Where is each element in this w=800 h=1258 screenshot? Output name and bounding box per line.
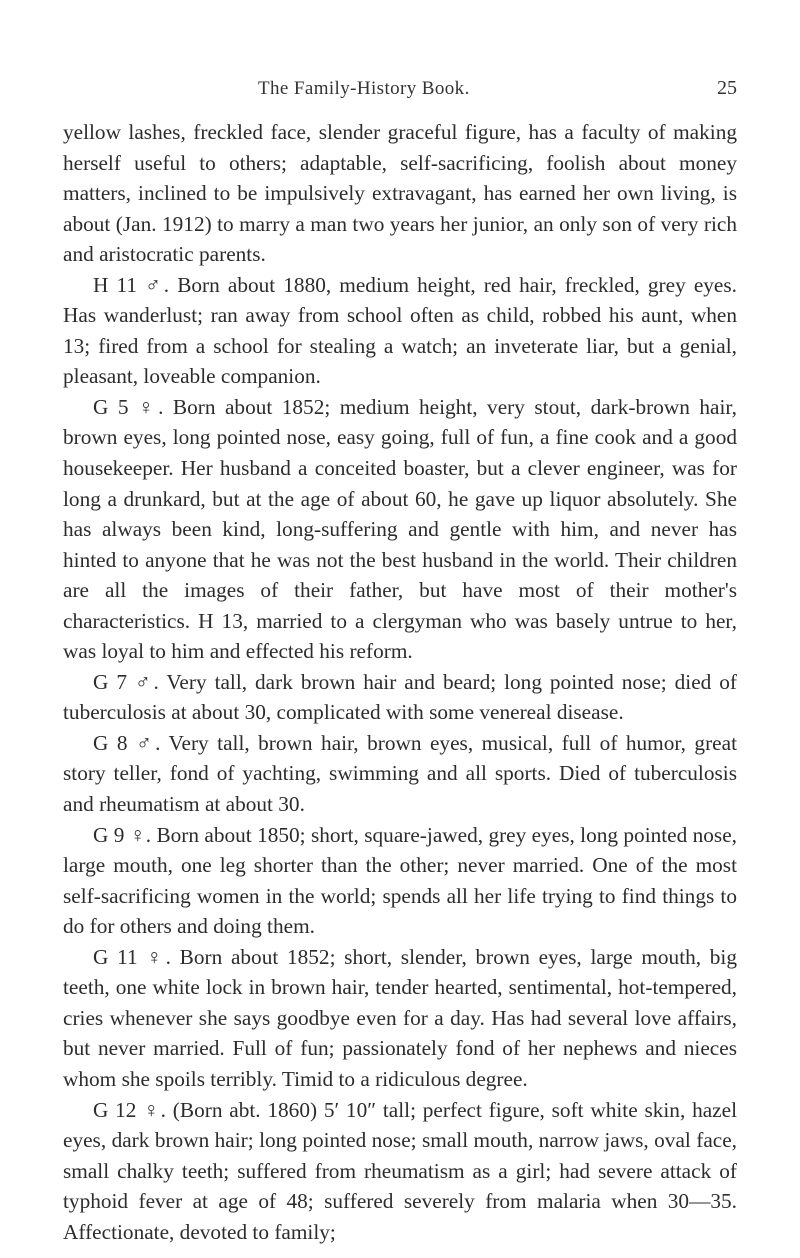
paragraph-g11: G 11 ♀. Born about 1852; short, slender, brown eyes, large mouth, big teeth, one white lock in brown hair, tender hearted, sentimental, hot-tempered, cries whenever she says goodbye even for a day. Has had several love affairs, but never married. Full of fun; passionately fond of her nephews and nieces whom she spoils terribly. Timid to a ridiculous degree. — [63, 944, 737, 1091]
paragraph-h11: H 11 ♂. Born about 1880, medium height, red hair, freckled, grey eyes. Has wanderlust; ran away from school often as child, robbed his aunt, when 13; fired from a school for stealing a watch; an inveterate liar, but a genial, pleasant, loveable companion. — [63, 272, 737, 389]
paragraph-g7: G 7 ♂. Very tall, dark brown hair and beard; long pointed nose; died of tuberculosis at about 30, complicated with some venereal disease. — [63, 669, 737, 725]
body-text — [63, 117, 737, 1247]
paragraph-g5: G 5 ♀. Born about 1852; medium height, very stout, dark-brown hair, brown eyes, long pointed nose, easy going, full of fun, a fine cook and a good housekeeper. Her husband a conceited boaster, but a clever engineer, was for long a drunkard, but at the age of about 60, he gave up liquor absolutely. She has always been kind, long-suffering and gentle with him, and never has hinted to anyone that he was not the best husband in the world. Their children are all the images of their father, but have most of their mother's characteristics. H 13, married to a clergyman who was basely untrue to her, was loyal to him and effected his reform. — [63, 394, 737, 664]
paragraph-g8: G 8 ♂. Very tall, brown hair, brown eyes, musical, full of humor, great story teller, fond of yachting, swimming and all sports. Died of tuberculosis and rheumatism at about 30. — [63, 730, 737, 817]
paragraph-g12: G 12 ♀. (Born abt. 1860) 5′ 10″ tall; perfect figure, soft white skin, hazel eyes, dark brown hair; long pointed nose; small mouth, narrow jaws, oval face, small chalky teeth; suffered from rheumatism as a girl; had severe attack of typhoid fever at age of 48; suffered severely from malaria when 30—35. Affectionate, devoted to family; — [63, 1097, 737, 1244]
paragraph-g9: G 9 ♀. Born about 1850; short, square-jawed, grey eyes, long pointed nose, large mouth, one leg shorter than the other; never married. One of the most self-sacrificing women in the world; spends all her life trying to find things to do for others and doing them. — [63, 822, 737, 939]
page-number: 25 — [717, 77, 737, 99]
running-head: The Family-History Book. — [258, 78, 470, 99]
paragraph-continuation: yellow lashes, freckled face, slender graceful figure, has a faculty of making herself useful to others; adaptable, self-sacrificing, foolish about money matters, inclined to be impulsively extravagant, has earned her own living, is about (Jan. 1912) to marry a man two years her junior, an only son of very rich and aristocratic parents. — [63, 120, 737, 267]
